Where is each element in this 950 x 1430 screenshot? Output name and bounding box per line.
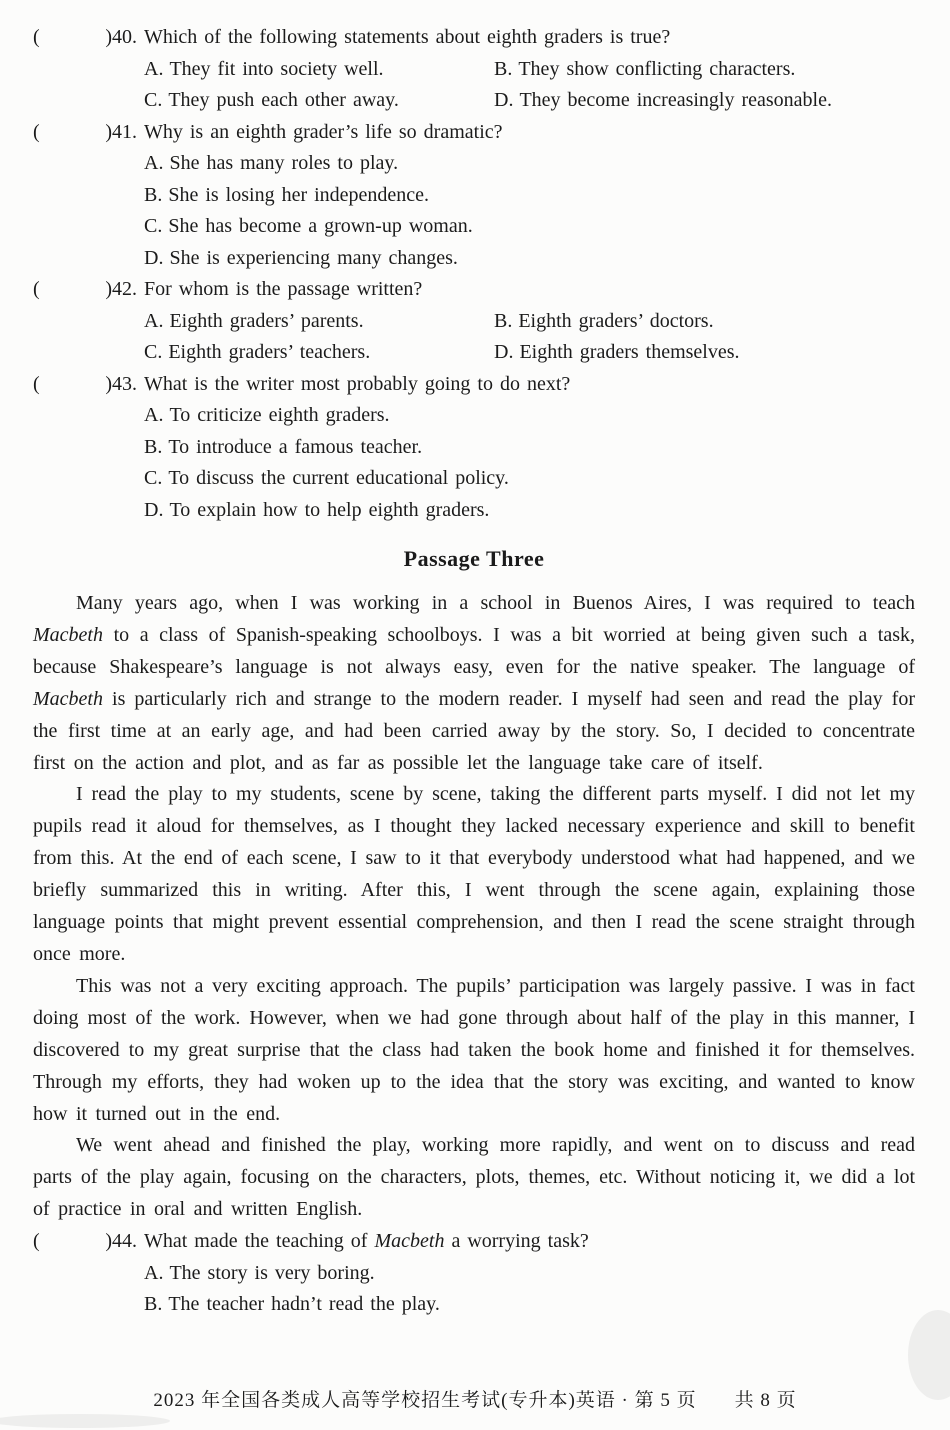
paren-open: ( — [33, 278, 40, 300]
option-text: Eighth graders’ doctors. — [518, 309, 714, 332]
option-label: C. — [144, 215, 163, 237]
option-b — [144, 1289, 915, 1321]
answer-blank-41 — [33, 117, 137, 149]
option-b — [494, 54, 915, 86]
footer-total-pages: 共 8 页 — [734, 1390, 797, 1411]
footer-exam-title: 2023 年全国各类成人高等学校招生考试(专升本)英语 · 第 5 页 — [153, 1390, 697, 1411]
question-41-line — [33, 117, 915, 149]
question-number: )42. — [105, 278, 137, 300]
scan-artifact — [0, 1414, 170, 1428]
option-d — [144, 495, 915, 527]
options-40 — [144, 54, 915, 117]
option-c — [144, 211, 915, 243]
option-label: A. — [144, 404, 164, 426]
option-label: B. — [144, 183, 163, 206]
question-40-line — [33, 22, 915, 54]
option-d — [494, 337, 915, 369]
options-43 — [144, 400, 915, 526]
question-43-line — [33, 369, 915, 401]
page-footer — [0, 1385, 950, 1412]
option-text: She is losing her independence. — [168, 183, 430, 206]
option-text: They push each other away. — [168, 89, 399, 111]
option-label: B. — [494, 309, 513, 332]
question-stem: What made the teaching of Macbeth a worrying task? — [144, 1230, 589, 1253]
option-a — [144, 54, 494, 86]
question-41 — [33, 117, 915, 275]
paren-open: ( — [33, 26, 40, 48]
option-label: A. — [144, 309, 164, 332]
option-text: They fit into society well. — [169, 57, 384, 80]
option-label: A. — [144, 1261, 164, 1284]
question-stem: For whom is the passage written? — [144, 278, 423, 300]
option-label: B. — [144, 1293, 163, 1316]
option-b — [144, 180, 915, 212]
option-a — [144, 1258, 915, 1290]
paren-open: ( — [33, 120, 40, 143]
option-label: C. — [144, 89, 163, 111]
passage-paragraph-4: We went ahead and finished the play, working more rapidly, and went on to discuss and read parts of the play again, focusing on the characters, plots, themes, etc. Without noticing it, we did a lot of practice in oral and written English. — [33, 1134, 915, 1221]
option-label: D. — [494, 89, 514, 111]
question-stem: Why is an eighth grader’s life so dramatic? — [144, 120, 503, 143]
option-a — [144, 148, 915, 180]
option-text: She is experiencing many changes. — [169, 246, 458, 269]
options-42 — [144, 306, 915, 369]
option-text: Eighth graders’ parents. — [169, 309, 364, 332]
option-c — [144, 337, 494, 369]
options-44 — [144, 1258, 915, 1321]
question-44 — [33, 1226, 915, 1321]
question-44-line — [33, 1226, 915, 1258]
options-41 — [144, 148, 915, 274]
option-b — [144, 432, 915, 464]
option-text: To discuss the current educational policy. — [168, 467, 509, 489]
passage-paragraph-3: This was not a very exciting approach. The pupils’ participation was largely passive. I was in fact doing most of the work. However, when we had gone through about half of the play in this manner, I discovered to my great surprise that the class had taken the book home and finished it for themselves. Through my efforts, they had woken up to the idea that the story was exciting, and wanted to know how it turned out in the end. — [33, 974, 915, 1125]
option-text: They show conflicting characters. — [518, 57, 796, 80]
option-label: D. — [494, 341, 514, 363]
paren-open: ( — [33, 372, 40, 395]
option-a — [144, 400, 915, 432]
option-text: She has many roles to play. — [169, 152, 399, 174]
option-text: Eighth graders themselves. — [519, 341, 740, 363]
option-text: She has become a grown-up woman. — [168, 215, 473, 237]
option-label: A. — [144, 57, 164, 80]
question-number: )44. — [105, 1230, 137, 1253]
option-c — [144, 85, 494, 117]
option-text: To introduce a famous teacher. — [168, 435, 423, 458]
option-text: They become increasingly reasonable. — [519, 89, 832, 111]
option-label: A. — [144, 152, 164, 174]
question-number: )43. — [105, 372, 137, 395]
passage-paragraph-2: I read the play to my students, scene by scene, taking the different parts myself. I did not let my pupils read it aloud for themselves, as I thought they lacked necessary experience and skill to benefit from this. At the end of each scene, I saw to it that everybody understood what had happened, and we briefly summarized this in writing. After this, I went through the scene again, explaining those language points that might prevent essential comprehension, and then I read the scene straight through once more. — [33, 783, 915, 965]
option-text: The story is very boring. — [169, 1261, 375, 1284]
question-42 — [33, 274, 915, 369]
answer-blank-44 — [33, 1226, 137, 1258]
question-stem: What is the writer most probably going to do next? — [144, 372, 571, 395]
answer-blank-43 — [33, 369, 137, 401]
option-text: To explain how to help eighth graders. — [169, 498, 490, 521]
answer-blank-40 — [33, 22, 137, 54]
question-42-line — [33, 274, 915, 306]
passage-paragraph-1: Many years ago, when I was working in a school in Buenos Aires, I was required to teach Macbeth to a class of Spanish-speaking schoolboys. I was a bit worried at being given such a task, because Shakespeare’s language is not always easy, even for the native speaker. The language of Macbeth is particularly rich and strange to the modern reader. I myself had seen and read the play for the first time at an early age, and had been carried away by the story. So, I decided to concentrate first on the action and plot, and as far as possible let the language take care of itself. — [33, 592, 915, 774]
option-d — [494, 85, 915, 117]
option-text: Eighth graders’ teachers. — [168, 341, 371, 363]
question-43 — [33, 369, 915, 527]
option-label: C. — [144, 341, 163, 363]
passage-heading: Passage Three — [403, 546, 545, 571]
option-text: To criticize eighth graders. — [169, 404, 390, 426]
option-d — [144, 243, 915, 275]
option-label: C. — [144, 467, 163, 489]
question-number: )40. — [105, 26, 137, 48]
option-a — [144, 306, 494, 338]
question-40 — [33, 22, 915, 117]
option-c — [144, 463, 915, 495]
option-b — [494, 306, 915, 338]
option-label: D. — [144, 246, 164, 269]
paren-open: ( — [33, 1230, 40, 1253]
option-label: B. — [144, 435, 163, 458]
option-text: The teacher hadn’t read the play. — [168, 1293, 440, 1316]
option-label: D. — [144, 498, 164, 521]
question-stem: Which of the following statements about eighth graders is true? — [144, 26, 671, 48]
question-number: )41. — [105, 120, 137, 143]
answer-blank-42 — [33, 274, 137, 306]
option-label: B. — [494, 57, 513, 80]
